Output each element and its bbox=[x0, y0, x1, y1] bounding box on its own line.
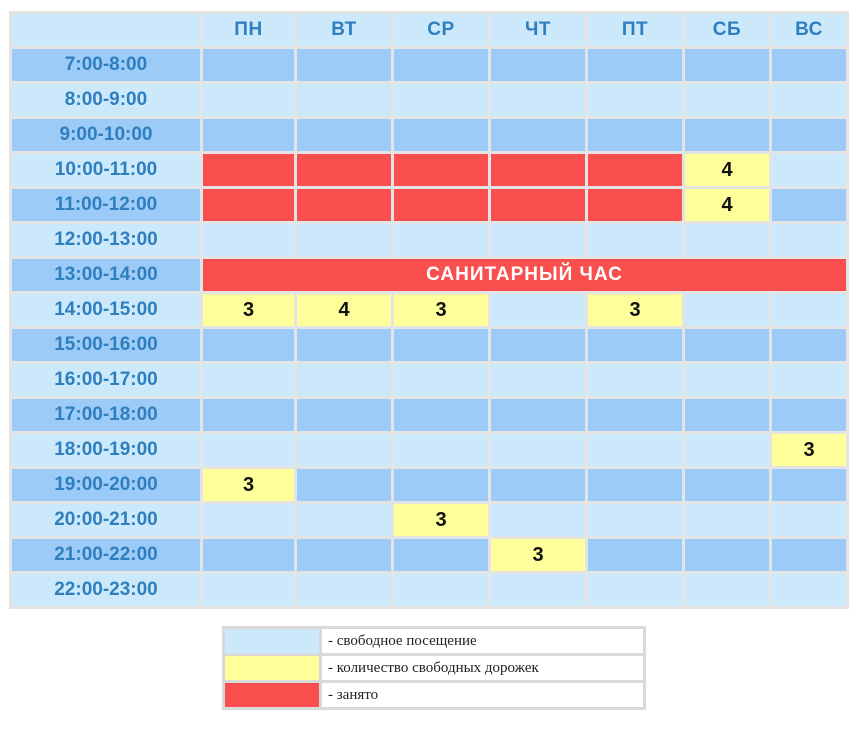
slot-free bbox=[772, 119, 846, 151]
slot-free bbox=[772, 539, 846, 571]
day-header: ПН bbox=[203, 14, 294, 46]
slot-busy bbox=[588, 154, 682, 186]
time-slot-label: 21:00-22:00 bbox=[12, 539, 200, 571]
slot-free bbox=[772, 189, 846, 221]
slot-free bbox=[588, 49, 682, 81]
slot-free bbox=[491, 469, 585, 501]
time-slot-label: 11:00-12:00 bbox=[12, 189, 200, 221]
legend-label-free: - свободное посещение bbox=[322, 629, 643, 653]
slot-free bbox=[394, 434, 488, 466]
slot-busy bbox=[491, 154, 585, 186]
slot-free bbox=[772, 399, 846, 431]
slot-free bbox=[297, 364, 391, 396]
time-slot-label: 19:00-20:00 bbox=[12, 469, 200, 501]
slot-free bbox=[491, 224, 585, 256]
slot-free bbox=[685, 224, 769, 256]
slot-busy bbox=[203, 154, 294, 186]
slot-free bbox=[297, 539, 391, 571]
slot-free-lanes: 3 bbox=[491, 539, 585, 571]
time-slot-label: 16:00-17:00 bbox=[12, 364, 200, 396]
slot-free bbox=[588, 434, 682, 466]
slot-busy bbox=[588, 189, 682, 221]
slot-free bbox=[203, 364, 294, 396]
slot-busy bbox=[297, 189, 391, 221]
slot-free bbox=[772, 364, 846, 396]
slot-free-lanes: 3 bbox=[588, 294, 682, 326]
slot-free bbox=[394, 329, 488, 361]
slot-free bbox=[772, 294, 846, 326]
slot-free bbox=[772, 329, 846, 361]
slot-free bbox=[588, 399, 682, 431]
slot-free bbox=[588, 84, 682, 116]
slot-free bbox=[772, 154, 846, 186]
slot-free bbox=[394, 574, 488, 606]
slot-free bbox=[772, 574, 846, 606]
slot-free bbox=[588, 469, 682, 501]
day-header: ЧТ bbox=[491, 14, 585, 46]
slot-free bbox=[685, 294, 769, 326]
slot-free bbox=[588, 364, 682, 396]
slot-free bbox=[588, 504, 682, 536]
slot-free bbox=[297, 574, 391, 606]
slot-free bbox=[203, 329, 294, 361]
slot-free bbox=[297, 469, 391, 501]
slot-free bbox=[203, 399, 294, 431]
slot-free bbox=[394, 469, 488, 501]
slot-free bbox=[203, 49, 294, 81]
slot-busy bbox=[491, 189, 585, 221]
time-slot-label: 10:00-11:00 bbox=[12, 154, 200, 186]
slot-busy bbox=[394, 154, 488, 186]
slot-free-lanes: 4 bbox=[685, 189, 769, 221]
slot-free bbox=[491, 504, 585, 536]
slot-free bbox=[203, 504, 294, 536]
slot-free bbox=[588, 329, 682, 361]
slot-free bbox=[491, 399, 585, 431]
day-header: СБ bbox=[685, 14, 769, 46]
slot-free bbox=[491, 574, 585, 606]
sanitary-hour-banner: САНИТАРНЫЙ ЧАС bbox=[203, 259, 846, 291]
slot-free bbox=[203, 119, 294, 151]
legend-label-busy: - занято bbox=[322, 683, 643, 707]
legend-label-lanes: - количество свободных дорожек bbox=[322, 656, 643, 680]
slot-busy bbox=[394, 189, 488, 221]
slot-free bbox=[772, 224, 846, 256]
legend-row-free bbox=[225, 629, 643, 653]
slot-free bbox=[491, 434, 585, 466]
slot-free bbox=[491, 364, 585, 396]
slot-free bbox=[491, 84, 585, 116]
slot-free bbox=[772, 504, 846, 536]
schedule-grid bbox=[9, 11, 849, 609]
slot-busy bbox=[297, 154, 391, 186]
slot-free bbox=[588, 574, 682, 606]
time-slot-label: 15:00-16:00 bbox=[12, 329, 200, 361]
slot-free bbox=[394, 364, 488, 396]
slot-free bbox=[394, 119, 488, 151]
slot-free-lanes: 3 bbox=[394, 504, 488, 536]
slot-free bbox=[203, 434, 294, 466]
slot-free bbox=[394, 84, 488, 116]
slot-free bbox=[491, 119, 585, 151]
slot-free bbox=[685, 364, 769, 396]
time-slot-label: 8:00-9:00 bbox=[12, 84, 200, 116]
time-slot-label: 20:00-21:00 bbox=[12, 504, 200, 536]
slot-free bbox=[588, 224, 682, 256]
slot-free-lanes: 4 bbox=[297, 294, 391, 326]
day-header: ВС bbox=[772, 14, 846, 46]
slot-free bbox=[297, 434, 391, 466]
slot-free bbox=[394, 49, 488, 81]
slot-free-lanes: 3 bbox=[394, 294, 488, 326]
slot-free bbox=[394, 224, 488, 256]
time-slot-label: 18:00-19:00 bbox=[12, 434, 200, 466]
legend-swatch-busy bbox=[225, 683, 319, 707]
time-slot-label: 9:00-10:00 bbox=[12, 119, 200, 151]
slot-free bbox=[685, 84, 769, 116]
slot-free bbox=[297, 84, 391, 116]
slot-free bbox=[394, 399, 488, 431]
slot-free bbox=[772, 469, 846, 501]
legend-swatch-free bbox=[225, 629, 319, 653]
slot-free bbox=[491, 329, 585, 361]
time-slot-label: 22:00-23:00 bbox=[12, 574, 200, 606]
slot-free bbox=[203, 574, 294, 606]
slot-free bbox=[297, 119, 391, 151]
time-slot-label: 14:00-15:00 bbox=[12, 294, 200, 326]
slot-free-lanes: 4 bbox=[685, 154, 769, 186]
time-slot-label: 17:00-18:00 bbox=[12, 399, 200, 431]
slot-free-lanes: 3 bbox=[203, 294, 294, 326]
schedule-table bbox=[9, 11, 846, 605]
header-corner bbox=[12, 14, 200, 46]
slot-free bbox=[588, 119, 682, 151]
slot-free bbox=[297, 49, 391, 81]
slot-free bbox=[297, 504, 391, 536]
slot-free bbox=[685, 539, 769, 571]
slot-free-lanes: 3 bbox=[203, 469, 294, 501]
legend-swatch-lanes bbox=[225, 656, 319, 680]
slot-free bbox=[297, 224, 391, 256]
slot-free bbox=[772, 84, 846, 116]
slot-free bbox=[685, 504, 769, 536]
legend-row-lanes bbox=[225, 656, 643, 680]
time-slot-label: 12:00-13:00 bbox=[12, 224, 200, 256]
slot-free bbox=[394, 539, 488, 571]
slot-free-lanes: 3 bbox=[772, 434, 846, 466]
slot-free bbox=[772, 49, 846, 81]
slot-free bbox=[203, 224, 294, 256]
day-header: ПТ bbox=[588, 14, 682, 46]
slot-free bbox=[203, 84, 294, 116]
slot-free bbox=[203, 539, 294, 571]
slot-free bbox=[685, 119, 769, 151]
legend bbox=[222, 626, 646, 710]
slot-free bbox=[685, 574, 769, 606]
legend-row-busy bbox=[225, 683, 643, 707]
day-header: ВТ bbox=[297, 14, 391, 46]
slot-free bbox=[297, 399, 391, 431]
slot-free bbox=[491, 49, 585, 81]
slot-free bbox=[685, 399, 769, 431]
slot-free bbox=[685, 469, 769, 501]
slot-free bbox=[685, 49, 769, 81]
slot-free bbox=[685, 434, 769, 466]
slot-free bbox=[297, 329, 391, 361]
slot-free bbox=[685, 329, 769, 361]
time-slot-label: 7:00-8:00 bbox=[12, 49, 200, 81]
slot-free bbox=[588, 539, 682, 571]
day-header: СР bbox=[394, 14, 488, 46]
slot-busy bbox=[203, 189, 294, 221]
slot-free bbox=[491, 294, 585, 326]
time-slot-label: 13:00-14:00 bbox=[12, 259, 200, 291]
